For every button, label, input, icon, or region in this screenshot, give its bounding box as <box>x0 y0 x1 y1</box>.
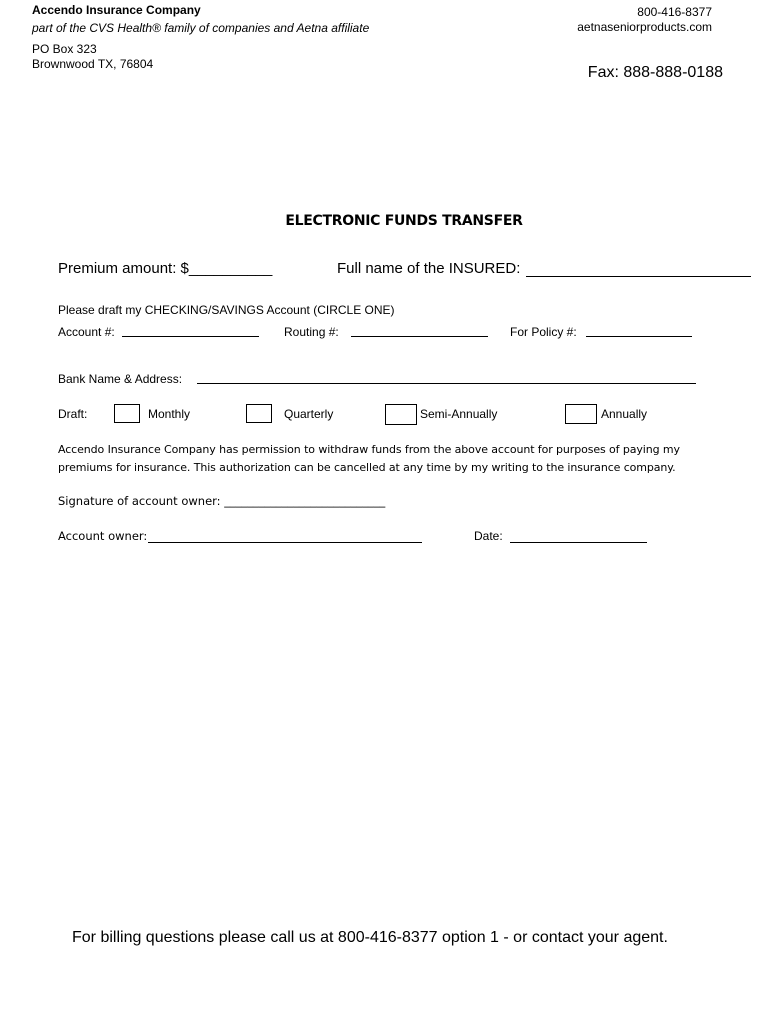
premium-amount-label: Premium amount: $__________ <box>58 260 273 277</box>
billing-contact-footer: For billing questions please call us at 800-416-8377 option 1 - or contact your agent. <box>72 929 668 946</box>
po-box-address: PO Box 323 <box>32 42 97 56</box>
account-number-field[interactable] <box>122 336 259 337</box>
draft-frequency-label: Draft: <box>58 407 88 421</box>
website-link[interactable]: aetnaseniorproducts.com <box>577 20 712 34</box>
annually-option-label: Annually <box>601 407 648 421</box>
semi-annually-checkbox[interactable] <box>385 404 417 425</box>
draft-account-instruction: Please draft my CHECKING/SAVINGS Account (CIRCLE ONE) <box>58 303 395 317</box>
bank-name-address-label: Bank Name & Address: <box>58 372 183 386</box>
phone-number: 800-416-8377 <box>637 5 712 19</box>
date-field[interactable] <box>510 542 647 543</box>
bank-name-address-field[interactable] <box>197 383 696 384</box>
monthly-option-label: Monthly <box>148 407 191 421</box>
monthly-checkbox[interactable] <box>114 404 140 423</box>
signature-field[interactable]: Signature of account owner: ____________________________ <box>58 494 386 508</box>
city-address: Brownwood TX, 76804 <box>32 57 154 71</box>
authorization-statement: Accendo Insurance Company has permission to withdraw funds from the above account for purposes of paying my premiums for insurance. This authorization can be cancelled at any time by my writing to the insurance company. <box>58 443 680 474</box>
policy-number-field[interactable] <box>586 336 692 337</box>
account-owner-label: Account owner: <box>58 529 148 543</box>
company-name: Accendo Insurance Company <box>32 3 201 17</box>
account-owner-field[interactable] <box>148 542 422 543</box>
date-label: Date: <box>474 529 503 543</box>
quarterly-checkbox[interactable] <box>246 404 272 423</box>
fax-number: Fax: 888-888-0188 <box>587 64 723 81</box>
semi-annually-option-label: Semi-Annually <box>420 407 498 421</box>
account-number-label: Account #: <box>58 325 115 339</box>
routing-number-label: Routing #: <box>284 325 339 339</box>
insured-name-field[interactable] <box>526 276 751 277</box>
company-tagline: part of the CVS Health® family of companies and Aetna affiliate <box>32 21 370 35</box>
form-title: ELECTRONIC FUNDS TRANSFER <box>285 213 523 229</box>
annually-checkbox[interactable] <box>565 404 597 424</box>
routing-number-field[interactable] <box>351 336 488 337</box>
quarterly-option-label: Quarterly <box>284 407 334 421</box>
policy-number-label: For Policy #: <box>510 325 577 339</box>
insured-name-label: Full name of the INSURED: <box>337 260 521 277</box>
